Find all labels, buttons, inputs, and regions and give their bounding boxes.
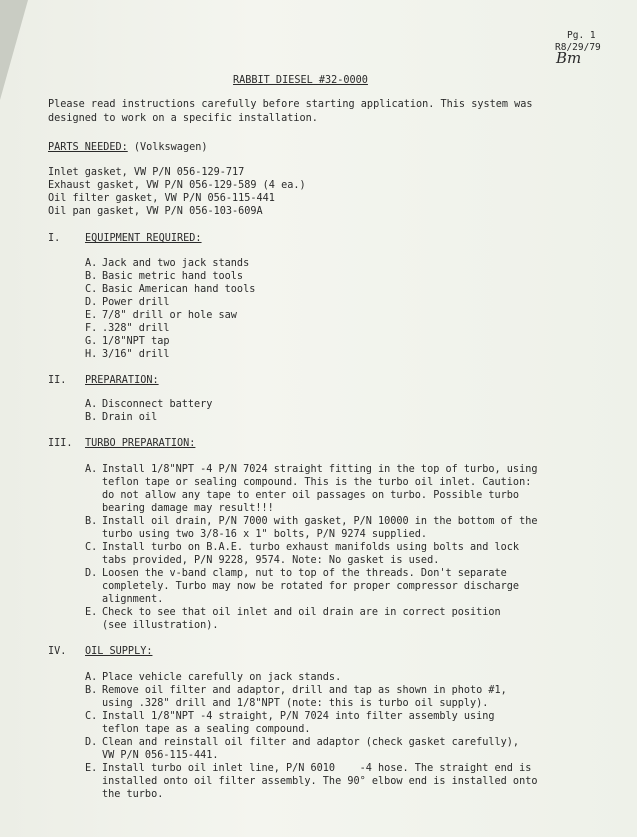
item-letter: A. xyxy=(85,399,98,410)
item-letter: C. xyxy=(85,711,98,722)
item-text: teflon tape or sealing compound. This is the turbo oil inlet. Caution: xyxy=(102,477,532,488)
item-text: Install turbo oil inlet line, P/N 6010 -4 hose. The straight end is xyxy=(102,763,532,774)
revision-date: R8/29/79 xyxy=(555,42,601,53)
parts-item: Oil pan gasket, VW P/N 056-103-609A xyxy=(48,206,263,217)
item-letter: B. xyxy=(85,685,98,696)
item-text: 7/8" drill or hole saw xyxy=(102,310,237,321)
section-heading: TURBO PREPARATION: xyxy=(85,438,196,449)
item-text: Install 1/8"NPT -4 straight, P/N 7024 into filter assembly using xyxy=(102,711,495,722)
item-text: 1/8"NPT tap xyxy=(102,336,170,347)
section-heading: OIL SUPPLY: xyxy=(85,646,153,657)
parts-qualifier: (Volkswagen) xyxy=(133,142,208,153)
item-text: Remove oil filter and adaptor, drill and tap as shown in photo #1, xyxy=(102,685,507,696)
item-text: using .328" drill and 1/8"NPT (note: this is turbo oil supply). xyxy=(102,698,489,709)
parts-item: Oil filter gasket, VW P/N 056-115-441 xyxy=(48,193,275,204)
item-text: Jack and two jack stands xyxy=(102,258,250,269)
item-text: Basic American hand tools xyxy=(102,284,256,295)
item-text: the turbo. xyxy=(102,789,164,800)
item-letter: B. xyxy=(85,412,98,423)
item-letter: D. xyxy=(85,568,98,579)
page-number: Pg. 1 xyxy=(567,30,596,41)
item-text: teflon tape as a sealing compound. xyxy=(102,724,311,735)
item-letter: D. xyxy=(85,297,98,308)
item-letter: E. xyxy=(85,763,98,774)
parts-item: Exhaust gasket, VW P/N 056-129-589 (4 ea.) xyxy=(48,180,306,191)
section-heading: PREPARATION: xyxy=(85,375,159,386)
item-letter: G. xyxy=(85,336,98,347)
item-letter: C. xyxy=(85,542,98,553)
item-text: Check to see that oil inlet and oil drain are in correct position xyxy=(102,607,501,618)
intro-line-2: designed to work on a specific installation. xyxy=(48,113,318,124)
page-fold-shadow xyxy=(0,0,28,100)
item-text: Place vehicle carefully on jack stands. xyxy=(102,672,342,683)
section-numeral: IV. xyxy=(48,646,67,657)
parts-item: Inlet gasket, VW P/N 056-129-717 xyxy=(48,167,245,178)
item-text: tabs provided, P/N 9228, 9574. Note: No gasket is used. xyxy=(102,555,440,566)
item-text: .328" drill xyxy=(102,323,170,334)
parts-label: PARTS NEEDED: xyxy=(48,142,128,153)
item-text: Install turbo on B.A.E. turbo exhaust manifolds using bolts and lock xyxy=(102,542,520,553)
item-text: Loosen the v-band clamp, nut to top of the threads. Don't separate xyxy=(102,568,507,579)
item-text: turbo using two 3/8-16 x 1" bolts, P/N 9274 supplied. xyxy=(102,529,428,540)
item-text: Clean and reinstall oil filter and adaptor (check gasket carefully), xyxy=(102,737,520,748)
item-letter: A. xyxy=(85,464,98,475)
item-text: VW P/N 056-115-441. xyxy=(102,750,219,761)
section-numeral: II. xyxy=(48,375,67,386)
item-text: alignment. xyxy=(102,594,164,605)
item-letter: F. xyxy=(85,323,98,334)
item-letter: D. xyxy=(85,737,98,748)
item-text: completely. Turbo may now be rotated for proper compressor discharge xyxy=(102,581,520,592)
item-letter: E. xyxy=(85,310,98,321)
item-text: Install oil drain, P/N 7000 with gasket, P/N 10000 in the bottom of the xyxy=(102,516,538,527)
item-text: Power drill xyxy=(102,297,170,308)
item-text: (see illustration). xyxy=(102,620,219,631)
document-title: RABBIT DIESEL #32-0000 xyxy=(233,75,368,86)
item-letter: E. xyxy=(85,607,98,618)
item-letter: H. xyxy=(85,349,98,360)
item-text: Drain oil xyxy=(102,412,158,423)
item-letter: C. xyxy=(85,284,98,295)
item-text: Basic metric hand tools xyxy=(102,271,244,282)
item-text: bearing damage may result!!! xyxy=(102,503,274,514)
item-letter: A. xyxy=(85,258,98,269)
item-text: installed onto oil filter assembly. The 90° elbow end is installed onto xyxy=(102,776,538,787)
handwritten-initials: Bm xyxy=(556,49,582,67)
item-letter: A. xyxy=(85,672,98,683)
item-text: do not allow any tape to enter oil passages on turbo. Possible turbo xyxy=(102,490,520,501)
item-text: Disconnect battery xyxy=(102,399,213,410)
item-letter: B. xyxy=(85,516,98,527)
section-heading: EQUIPMENT REQUIRED: xyxy=(85,233,202,244)
parts-heading xyxy=(48,141,207,154)
intro-line-1: Please read instructions carefully before starting application. This system was xyxy=(48,99,533,110)
item-text: Install 1/8"NPT -4 P/N 7024 straight fitting in the top of turbo, using xyxy=(102,464,538,475)
item-letter: B. xyxy=(85,271,98,282)
section-numeral: I. xyxy=(48,233,61,244)
section-numeral: III. xyxy=(48,438,73,449)
item-text: 3/16" drill xyxy=(102,349,170,360)
